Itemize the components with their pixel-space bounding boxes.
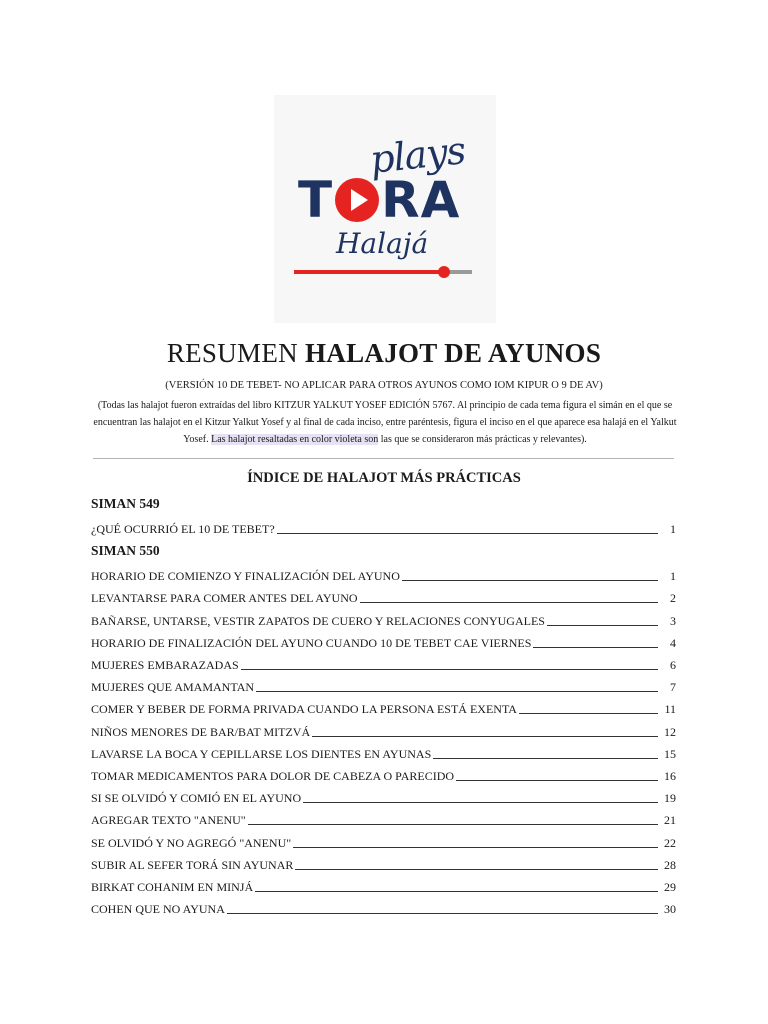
- index-leader-line: [312, 736, 658, 737]
- index-leader-line: [255, 891, 658, 892]
- index-leader-line: [519, 713, 658, 714]
- index-entry-title: MUJERES EMBARAZADAS: [91, 658, 239, 672]
- index-page-number: 15: [664, 746, 676, 761]
- title-bold: HALAJOT DE AYUNOS: [304, 338, 602, 368]
- logo-tora-t: T: [298, 171, 334, 229]
- note-part2: las que se consideraron más prácticas y relevantes).: [378, 434, 587, 445]
- index-leader-line: [256, 691, 658, 692]
- index-entry[interactable]: [91, 699, 676, 717]
- index-entry-title: BAÑARSE, UNTARSE, VESTIR ZAPATOS DE CUERO Y RELACIONES CONYUGALES: [91, 613, 545, 628]
- source-note: [90, 397, 680, 448]
- page-title: [0, 338, 768, 369]
- index-entry-title: LEVANTARSE PARA COMER ANTES DEL AYUNO: [91, 591, 358, 606]
- title-normal: RESUMEN: [166, 338, 305, 368]
- index-page-number: 19: [664, 791, 676, 806]
- index-entry-title: HORARIO DE COMIENZO Y FINALIZACIÓN DEL AYUNO: [91, 569, 400, 584]
- logo-tora-ra: RA: [381, 171, 461, 229]
- progress-fill: [294, 270, 444, 274]
- index-entry[interactable]: [91, 722, 676, 740]
- index-entry[interactable]: [91, 899, 676, 917]
- index-entry-title: COHEN QUE NO AYUNA: [91, 902, 225, 917]
- index-page-number: 7: [670, 680, 676, 695]
- index-entry-title: SI SE OLVIDÓ Y COMIÓ EN EL AYUNO: [91, 791, 302, 806]
- index-entry[interactable]: [91, 810, 676, 828]
- logo-plays-text: plays: [367, 128, 468, 182]
- index-entry[interactable]: [91, 566, 676, 584]
- index-page-number: 21: [664, 813, 676, 828]
- index-leader-line: [456, 780, 658, 781]
- playstora-logo: [274, 95, 496, 323]
- index-leader-line: [295, 869, 658, 870]
- logo-tora-text: [298, 171, 460, 229]
- index-entry-title: SE OLVIDÓ Y NO AGREGÓ "ANENU": [91, 835, 292, 850]
- siman-heading: SIMAN 549: [91, 496, 160, 511]
- progress-knob: [438, 266, 450, 278]
- index-entry-title: HORARIO DE FINALIZACIÓN DEL AYUNO CUANDO 10 DE TEBET CAE VIERNES: [91, 635, 532, 650]
- index-entry-title: MUJERES QUE AMAMANTAN: [91, 680, 255, 695]
- index-entry[interactable]: [91, 833, 676, 851]
- index-entry[interactable]: [91, 677, 676, 695]
- index-page-number: 30: [664, 902, 676, 917]
- index-page-number: 22: [664, 835, 676, 850]
- index-leader-line: [303, 802, 658, 803]
- index-page-number: 11: [664, 702, 676, 717]
- index-page-number: 28: [664, 857, 676, 872]
- index-entry[interactable]: [91, 611, 676, 629]
- index-leader-line: [248, 824, 658, 825]
- index-leader-line: [547, 625, 658, 626]
- version-note: (VERSIÓN 10 DE TEBET- NO APLICAR PARA OTROS AYUNOS COMO IOM KIPUR O 9 DE AV): [165, 380, 603, 391]
- index-entry[interactable]: [91, 655, 676, 673]
- index-page-number: 2: [670, 591, 676, 606]
- index-page-number: 3: [670, 613, 676, 628]
- index-entry[interactable]: [91, 633, 676, 651]
- index-entry[interactable]: [91, 788, 676, 806]
- index-entry[interactable]: [91, 877, 676, 895]
- index-page-number: 6: [670, 658, 676, 672]
- index-entry-title: LAVARSE LA BOCA Y CEPILLARSE LOS DIENTES EN AYUNAS: [91, 746, 432, 761]
- index-entry-title: SUBIR AL SEFER TORÁ SIN AYUNAR: [91, 857, 294, 872]
- index-entry-title: BIRKAT COHANIM EN MINJÁ: [91, 880, 254, 894]
- index-page-number: 1: [670, 522, 676, 536]
- index-entry[interactable]: [91, 519, 676, 537]
- index-entry-title: ¿QUÉ OCURRIÓ EL 10 DE TEBET?: [91, 522, 275, 536]
- index-entry[interactable]: [91, 766, 676, 784]
- logo-progress-bar: [294, 270, 472, 274]
- index-page-number: 1: [670, 569, 676, 584]
- play-icon: [335, 178, 379, 222]
- index-leader-line: [227, 913, 658, 914]
- divider: [93, 458, 674, 459]
- index-leader-line: [360, 602, 658, 603]
- index-entry-title: NIÑOS MENORES DE BAR/BAT MITZVÁ: [91, 724, 311, 739]
- index-leader-line: [433, 758, 658, 759]
- index-leader-line: [241, 669, 658, 670]
- index-leader-line: [533, 647, 658, 648]
- index-leader-line: [402, 580, 658, 581]
- index-title: ÍNDICE DE HALAJOT MÁS PRÁCTICAS: [247, 470, 521, 486]
- index-page-number: 4: [670, 635, 676, 650]
- note-part1: (Todas las halajot fueron extraídas del libro KITZUR YALKUT YOSEF EDICIÓN 5767. Al principio de cada tema figura el simán en el que se encuentran las halajot en el Kitzur Yalkut Yosef y al final de cada inciso, entre paréntesis, figura el inciso en el que aparece esa halajá en el Yalkut Yosef.: [93, 400, 677, 445]
- note-highlight: Las halajot resaltadas en color violeta son: [211, 434, 379, 445]
- index-entry-title: TOMAR MEDICAMENTOS PARA DOLOR DE CABEZA O PARECIDO: [91, 769, 455, 783]
- index-leader-line: [277, 533, 658, 534]
- index-entry[interactable]: [91, 744, 676, 762]
- index-entry-title: AGREGAR TEXTO "ANENU": [91, 813, 246, 828]
- index-entry[interactable]: [91, 855, 676, 873]
- index-entry[interactable]: [91, 588, 676, 606]
- index-entry-title: COMER Y BEBER DE FORMA PRIVADA CUANDO LA PERSONA ESTÁ EXENTA: [91, 702, 517, 717]
- logo-halaja-text: Halajá: [336, 227, 429, 260]
- index-leader-line: [293, 847, 658, 848]
- siman-heading: SIMAN 550: [91, 543, 160, 559]
- index-page-number: 12: [664, 724, 676, 739]
- index-page-number: 29: [664, 880, 676, 894]
- index-page-number: 16: [664, 769, 676, 783]
